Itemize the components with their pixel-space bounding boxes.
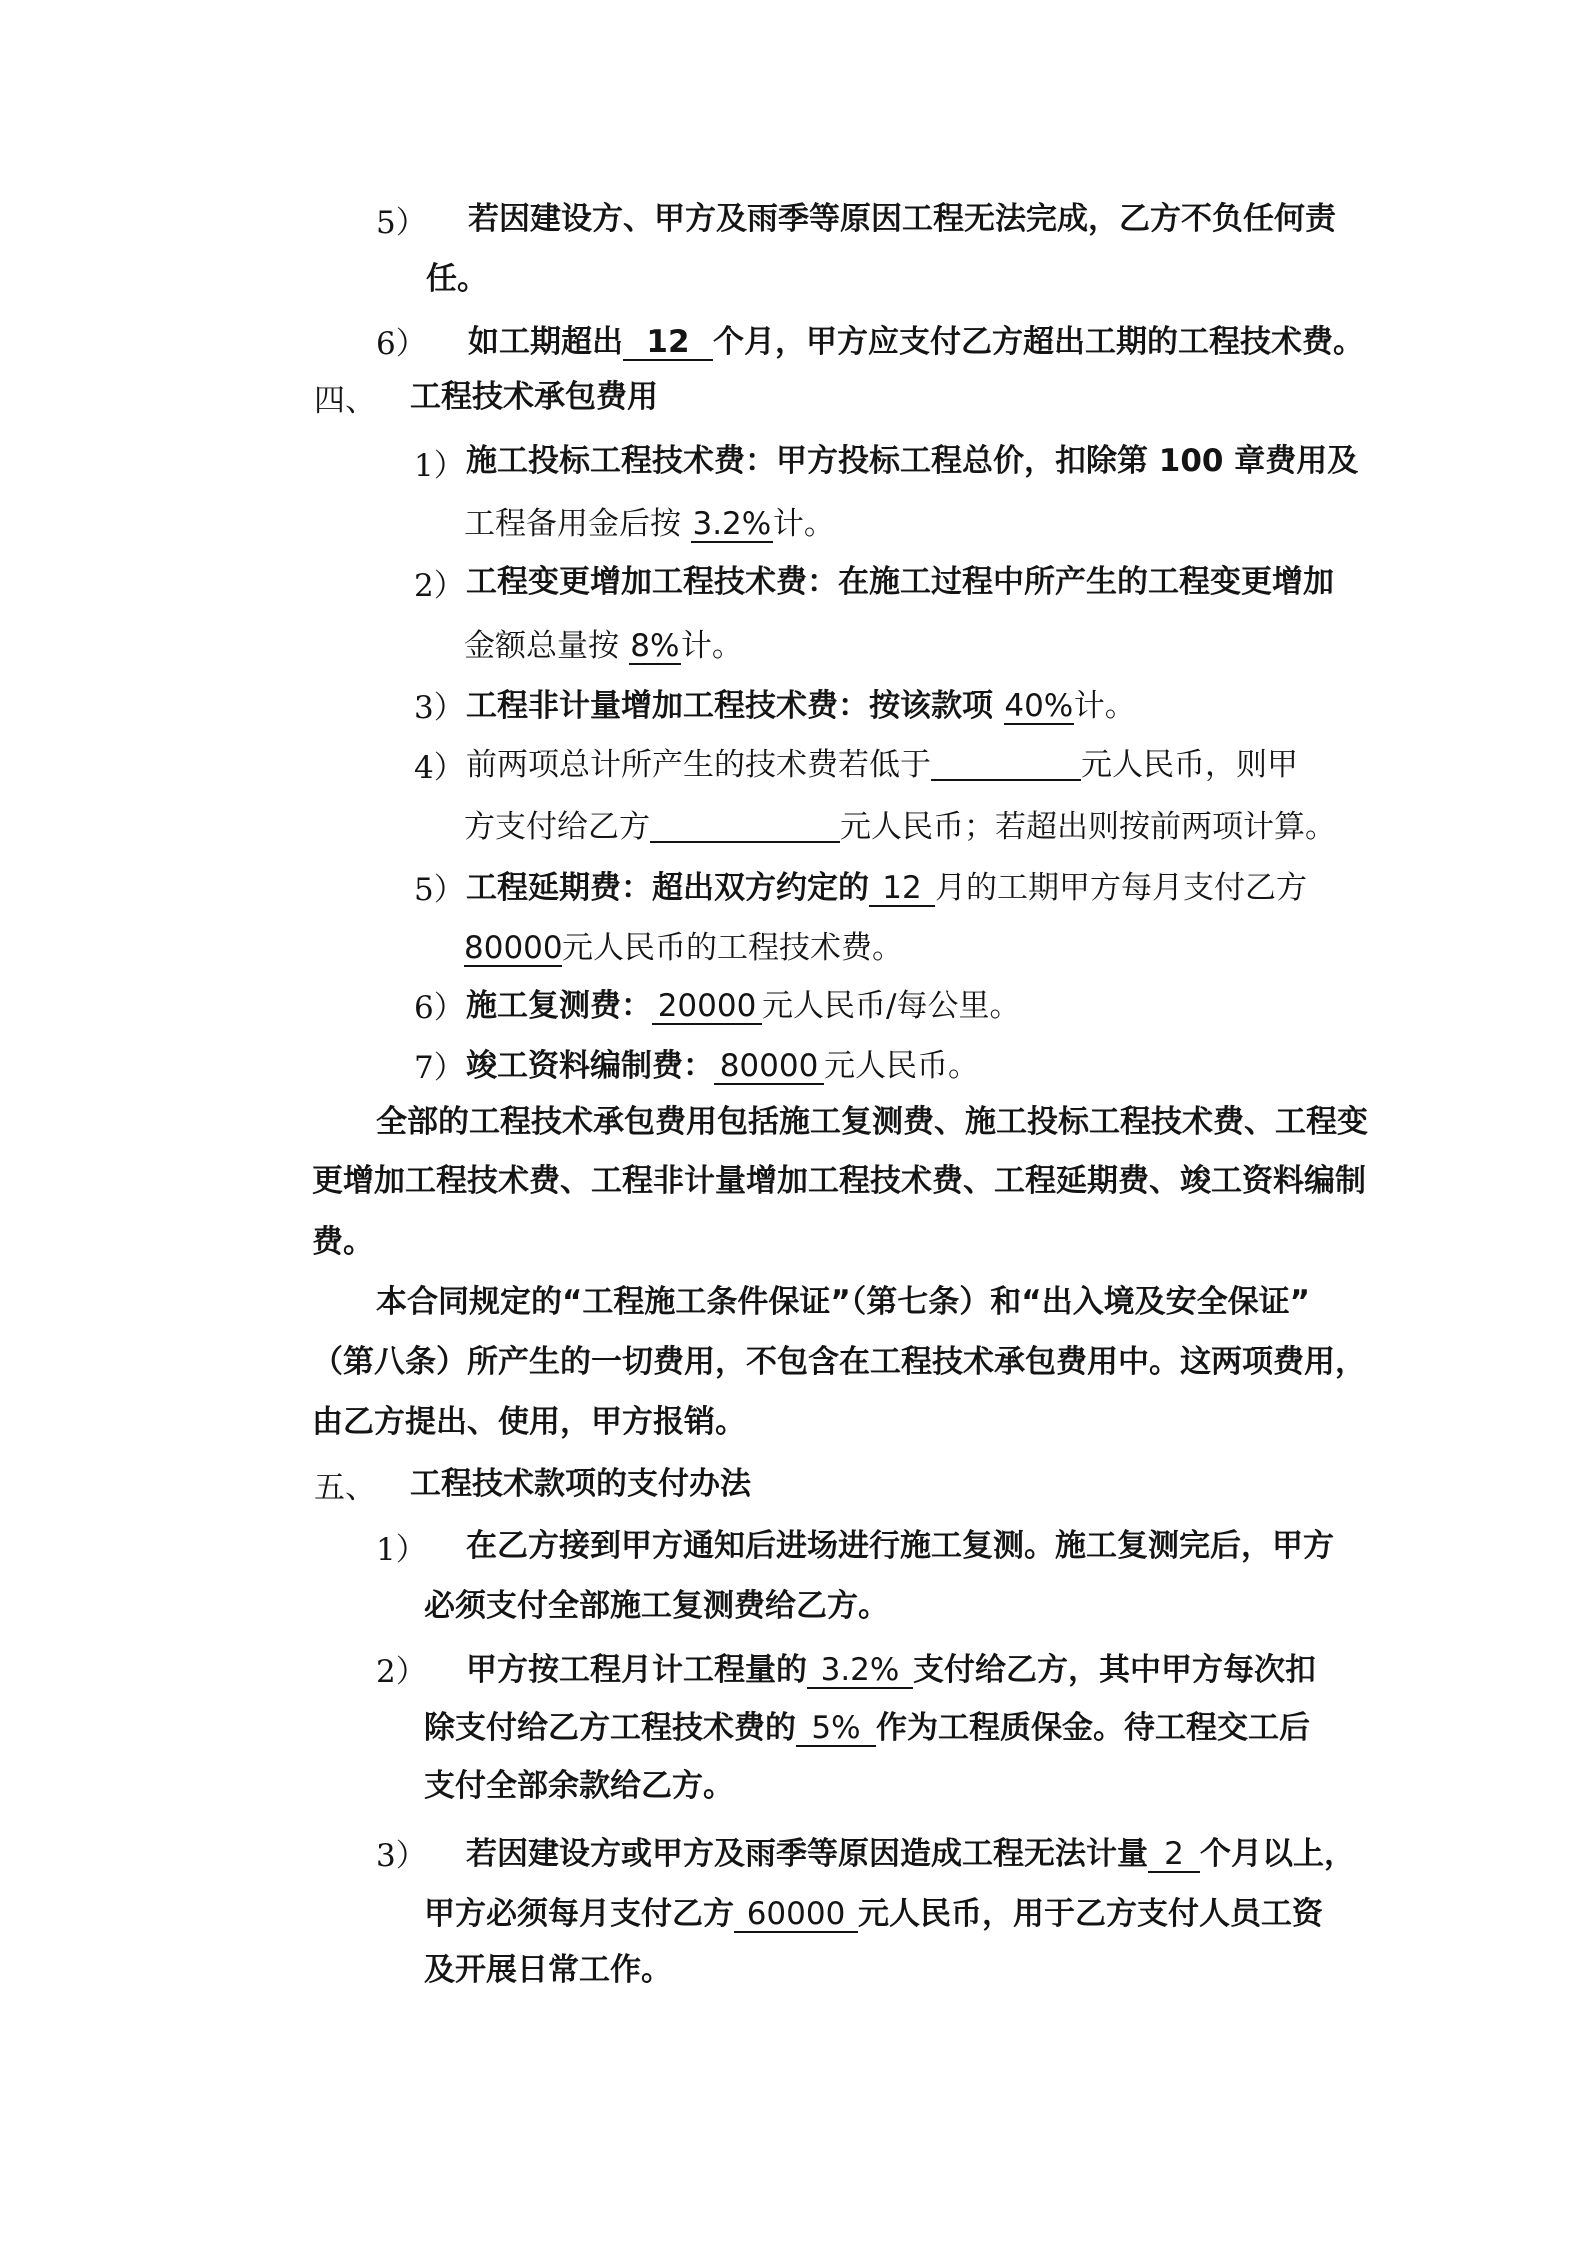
text-segment: 竣工资料编制费：: [466, 1048, 714, 1084]
text-segment: 工程非计量增加工程技术费：按该款项: [466, 688, 1004, 724]
section-heading: 工程技术承包费用: [410, 379, 658, 415]
paragraph-line: 若因建设方、甲方及雨季等原因工程无法完成，乙方不负任何责: [468, 201, 1336, 237]
text-segment: 支付给乙方，其中甲方每次扣: [913, 1652, 1316, 1688]
paragraph-line: [466, 989, 1020, 1025]
item-number: 7）: [414, 1050, 465, 1086]
fill-blank: 2: [1148, 1837, 1200, 1873]
item-number: 1）: [376, 1532, 427, 1568]
fill-blank: 20000: [652, 989, 762, 1025]
fill-blank: 40%: [1004, 688, 1074, 724]
text-segment: 甲方必须每月支付乙方: [424, 1896, 734, 1932]
paragraph-line: [466, 749, 1298, 781]
text-segment: 金额总量按: [464, 628, 629, 664]
paragraph-line: 及开展日常工作。: [424, 1952, 672, 1988]
fill-blank: 80000: [464, 930, 563, 966]
text-segment: 计。: [680, 628, 743, 664]
fill-blank: 8%: [630, 628, 680, 664]
paragraph-line: [468, 325, 1364, 361]
text-segment: 前两项总计所产生的技术费若低于: [466, 747, 931, 783]
fill-blank: 60000: [734, 1897, 858, 1933]
paragraph-line: 费。: [312, 1224, 374, 1260]
text-segment: 如工期超出: [468, 324, 623, 360]
item-number: 3）: [376, 1838, 427, 1874]
text-segment: 甲方按工程月计工程量的: [466, 1652, 807, 1688]
text-segment: 计。: [1073, 688, 1136, 724]
text-segment: 计。: [772, 506, 835, 542]
text-segment: 元人民币的工程技术费。: [562, 930, 903, 966]
paragraph-line: [424, 1897, 1323, 1933]
item-number: 2）: [376, 1654, 427, 1690]
section-number: 五、: [314, 1470, 376, 1506]
item-number: 4）: [414, 750, 465, 786]
fill-blank: 12: [869, 871, 935, 907]
paragraph-line: [466, 871, 1307, 907]
text-segment: 元人民币。: [824, 1048, 979, 1084]
fill-blank: [931, 749, 1081, 781]
paragraph-line: 工程变更增加工程技术费：在施工过程中所产生的工程变更增加: [466, 564, 1334, 600]
paragraph-line: 支付全部余款给乙方。: [424, 1768, 734, 1804]
text-segment: 若因建设方或甲方及雨季等原因造成工程无法计量: [466, 1836, 1148, 1872]
paragraph-line: [466, 1049, 979, 1085]
item-number: 1）: [414, 448, 465, 484]
paragraph-line: [466, 689, 1136, 725]
text-segment: 除支付给乙方工程技术费的: [424, 1710, 796, 1746]
paragraph-line: 在乙方接到甲方通知后进场进行施工复测。施工复测完后，甲方: [466, 1528, 1334, 1564]
paragraph-line: 施工投标工程技术费：甲方投标工程总价，扣除第 100 章费用及: [466, 443, 1359, 479]
fill-blank: 12: [623, 325, 713, 361]
item-number: 3）: [414, 690, 465, 726]
paragraph-line: 由乙方提出、使用，甲方报销。: [312, 1404, 746, 1440]
paragraph-line: [466, 1837, 1355, 1873]
paragraph-line: 全部的工程技术承包费用包括施工复测费、施工投标工程技术费、工程变: [376, 1104, 1368, 1140]
item-number: 2）: [414, 568, 465, 604]
section-number: 四、: [314, 383, 376, 419]
item-number: 5）: [414, 872, 465, 908]
text-segment: 工程备用金后按: [464, 506, 691, 542]
text-segment: 月的工期甲方每月支付乙方: [935, 870, 1307, 906]
paragraph-line: [464, 629, 743, 665]
text-segment: 元人民币/每公里。: [762, 988, 1021, 1024]
item-number: 6）: [376, 326, 427, 362]
paragraph-line: [464, 931, 903, 967]
text-segment: 方支付给乙方: [464, 809, 650, 845]
paragraph-line: 必须支付全部施工复测费给乙方。: [424, 1588, 889, 1624]
paragraph-line: （第八条）所产生的一切费用，不包含在工程技术承包费用中。这两项费用，: [312, 1344, 1366, 1380]
fill-blank: 5%: [796, 1711, 876, 1747]
text-segment: 元人民币；若超出则按前两项计算。: [840, 809, 1336, 845]
text-segment: 作为工程质保金。待工程交工后: [876, 1710, 1310, 1746]
paragraph-line: 本合同规定的“工程施工条件保证”（第七条）和“出入境及安全保证”: [376, 1284, 1310, 1320]
fill-blank: 80000: [714, 1049, 824, 1085]
item-number: 6）: [414, 990, 465, 1026]
text-segment: 施工复测费：: [466, 988, 652, 1024]
text-segment: 元人民币，用于乙方支付人员工资: [858, 1896, 1323, 1932]
paragraph-line: [464, 811, 1336, 843]
fill-blank: 3.2%: [807, 1653, 913, 1689]
fill-blank: 3.2%: [692, 506, 772, 542]
text-segment: 元人民币，则甲: [1081, 747, 1298, 783]
paragraph-line: [424, 1711, 1310, 1747]
text-segment: 个月以上，: [1200, 1836, 1355, 1872]
paragraph-line: [464, 507, 835, 543]
item-number: 5）: [376, 205, 427, 241]
text-segment: 个月，甲方应支付乙方超出工期的工程技术费。: [713, 324, 1364, 360]
fill-blank: [650, 811, 840, 843]
paragraph-line: 更增加工程技术费、工程非计量增加工程技术费、工程延期费、竣工资料编制: [312, 1163, 1366, 1199]
text-segment: 工程延期费：超出双方约定的: [466, 870, 869, 906]
paragraph-line: [466, 1653, 1316, 1689]
paragraph-line: 任。: [426, 261, 488, 297]
section-heading: 工程技术款项的支付办法: [410, 1466, 751, 1502]
